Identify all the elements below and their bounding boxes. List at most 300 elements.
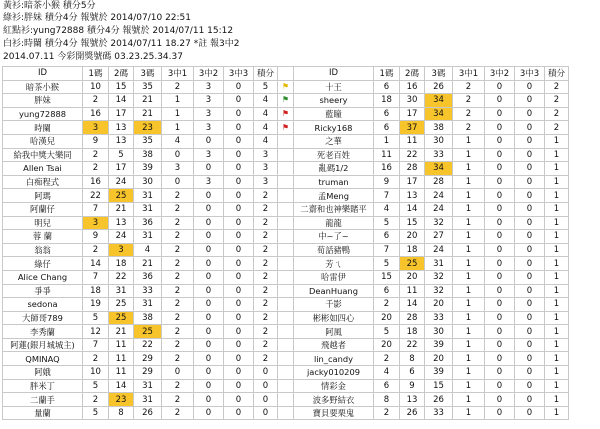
right-player-id: 亂碼1/2 (294, 162, 374, 176)
left-cell: 25 (134, 325, 162, 339)
right-cell: 0 (485, 311, 515, 325)
right-cell: 25 (400, 257, 425, 271)
right-cell: 1 (545, 393, 569, 407)
right-cell: 22 (400, 148, 425, 162)
left-cell: 3 (254, 175, 278, 189)
flag-column-header (278, 67, 294, 81)
left-cell: 25 (109, 189, 134, 203)
left-player-id: 量蘭 (3, 406, 83, 420)
left-player-id: 阿娥 (3, 366, 83, 380)
left-cell: 0 (224, 134, 254, 148)
left-cell: 2 (162, 298, 194, 312)
right-cell: 28 (400, 162, 425, 176)
left-cell: 21 (109, 202, 134, 216)
right-cell: 17 (400, 175, 425, 189)
right-cell: 0 (515, 121, 545, 135)
right-cell: 13 (400, 393, 425, 407)
right-cell: 0 (515, 298, 545, 312)
right-cell: 26 (425, 80, 453, 94)
right-cell: 1 (453, 230, 485, 244)
right-cell: 4 (374, 366, 400, 380)
left-cell: 0 (194, 243, 224, 257)
left-cell: 22 (134, 338, 162, 352)
left-cell: 2 (83, 148, 109, 162)
left-cell: 0 (224, 298, 254, 312)
table-row (3, 393, 569, 407)
left-cell: 35 (134, 80, 162, 94)
right-cell: 24 (425, 202, 453, 216)
left-cell: 0 (224, 202, 254, 216)
right-player-id: 寶貝要栗鬼 (294, 406, 374, 420)
right-cell: 2 (453, 121, 485, 135)
left-cell: 9 (83, 134, 109, 148)
left-cell: 2 (83, 94, 109, 108)
left-cell: 13 (109, 216, 134, 230)
left-cell: 0 (224, 352, 254, 366)
flag-cell (278, 393, 294, 407)
header-line-1: 黃衫:暗茶小猴 積分5分 (3, 1, 96, 11)
left-cell: 2 (254, 311, 278, 325)
left-player-id: 二蘭手 (3, 393, 83, 407)
right-player-id: 十王 (294, 80, 374, 94)
left-cell: 24 (109, 230, 134, 244)
table-row (3, 311, 569, 325)
left-cell: 29 (134, 366, 162, 380)
left-cell: 0 (224, 257, 254, 271)
table-row (3, 325, 569, 339)
left-column-header: 3中1 (162, 67, 194, 81)
right-cell: 0 (485, 148, 515, 162)
left-player-id: 給我中獎大樂同 (3, 148, 83, 162)
left-cell: 2 (162, 270, 194, 284)
flag-cell (278, 366, 294, 380)
left-cell: 31 (134, 393, 162, 407)
left-cell: 0 (194, 270, 224, 284)
left-cell: 0 (224, 284, 254, 298)
right-cell: 14 (400, 298, 425, 312)
right-cell: 20 (400, 270, 425, 284)
right-cell: 34 (425, 94, 453, 108)
right-cell: 2 (545, 121, 569, 135)
right-cell: 0 (485, 243, 515, 257)
right-cell: 2 (374, 406, 400, 420)
right-column-header: 3碼 (425, 67, 453, 81)
table-row (3, 148, 569, 162)
table-row (3, 162, 569, 176)
right-cell: 1 (545, 243, 569, 257)
left-cell: 7 (83, 202, 109, 216)
left-cell: 22 (109, 270, 134, 284)
right-cell: 1 (453, 189, 485, 203)
right-cell: 1 (453, 393, 485, 407)
left-cell: 0 (224, 94, 254, 108)
left-cell: 14 (83, 257, 109, 271)
right-cell: 0 (485, 270, 515, 284)
table-row (3, 352, 569, 366)
left-cell: 0 (224, 311, 254, 325)
right-cell: 24 (425, 243, 453, 257)
left-cell: 0 (224, 230, 254, 244)
left-cell: 2 (162, 393, 194, 407)
left-cell: 0 (254, 406, 278, 420)
right-cell: 33 (425, 311, 453, 325)
right-cell: 1 (545, 175, 569, 189)
left-cell: 3 (194, 80, 224, 94)
right-cell: 20 (374, 311, 400, 325)
right-cell: 18 (400, 325, 425, 339)
right-cell: 1 (453, 134, 485, 148)
left-cell: 0 (194, 311, 224, 325)
left-cell: 31 (134, 298, 162, 312)
right-cell: 0 (515, 162, 545, 176)
flag-cell (278, 175, 294, 189)
right-player-id: 之華 (294, 134, 374, 148)
right-cell: 7 (374, 189, 400, 203)
right-cell: 2 (545, 107, 569, 121)
left-cell: 4 (134, 243, 162, 257)
table-row (3, 338, 569, 352)
left-cell: 3 (194, 148, 224, 162)
left-cell: 7 (83, 270, 109, 284)
left-cell: 2 (83, 162, 109, 176)
left-cell: 0 (194, 406, 224, 420)
left-cell: 2 (254, 298, 278, 312)
left-player-id: 爭爭 (3, 284, 83, 298)
right-cell: 0 (515, 189, 545, 203)
table-row (3, 366, 569, 380)
left-cell: 2 (254, 257, 278, 271)
left-player-id: 胖米丁 (3, 379, 83, 393)
right-cell: 33 (425, 148, 453, 162)
right-cell: 28 (400, 311, 425, 325)
left-cell: 3 (194, 175, 224, 189)
right-cell: 1 (374, 134, 400, 148)
right-player-id: 藍瞳 (294, 107, 374, 121)
left-cell: 38 (134, 148, 162, 162)
left-player-id: 綠仔 (3, 257, 83, 271)
left-cell: 0 (194, 379, 224, 393)
left-cell: 0 (194, 257, 224, 271)
right-cell: 26 (425, 393, 453, 407)
left-cell: 31 (134, 230, 162, 244)
left-player-id: yung72888 (3, 107, 83, 121)
right-cell: 15 (425, 379, 453, 393)
right-cell: 20 (374, 338, 400, 352)
right-cell: 0 (485, 298, 515, 312)
right-cell: 1 (545, 406, 569, 420)
left-cell: 2 (83, 352, 109, 366)
right-cell: 8 (374, 393, 400, 407)
right-cell: 0 (485, 393, 515, 407)
right-cell: 26 (400, 406, 425, 420)
right-player-id: lin_candy (294, 352, 374, 366)
right-cell: 2 (453, 107, 485, 121)
left-player-id: 大師哥789 (3, 311, 83, 325)
table-row (3, 284, 569, 298)
left-cell: 4 (254, 134, 278, 148)
left-player-id: 時闌 (3, 121, 83, 135)
header-line-3: 紅點衫:yung72888 積分4分 報號於 2014/07/11 15:12 (3, 26, 234, 36)
flag-cell (278, 162, 294, 176)
right-cell: 0 (485, 366, 515, 380)
right-cell: 0 (515, 230, 545, 244)
left-cell: 2 (254, 352, 278, 366)
right-cell: 1 (453, 406, 485, 420)
left-column-header: 1碼 (83, 67, 109, 81)
left-cell: 13 (109, 121, 134, 135)
left-cell: 0 (194, 366, 224, 380)
right-cell: 6 (374, 230, 400, 244)
right-cell: 30 (400, 94, 425, 108)
right-cell: 1 (453, 216, 485, 230)
white-jersey-icon: ⚑ (281, 122, 290, 132)
right-cell: 1 (453, 284, 485, 298)
left-cell: 3 (162, 162, 194, 176)
right-cell: 38 (425, 121, 453, 135)
right-cell: 1 (453, 148, 485, 162)
left-cell: 0 (224, 121, 254, 135)
left-cell: 2 (162, 216, 194, 230)
left-cell: 7 (83, 338, 109, 352)
left-cell: 11 (109, 366, 134, 380)
left-cell: 23 (134, 121, 162, 135)
right-cell: 0 (515, 243, 545, 257)
left-cell: 16 (83, 175, 109, 189)
left-cell: 10 (83, 80, 109, 94)
right-cell: 18 (374, 94, 400, 108)
left-cell: 5 (83, 311, 109, 325)
right-cell: 1 (545, 230, 569, 244)
flag-cell (278, 406, 294, 420)
right-cell: 5 (374, 257, 400, 271)
left-cell: 1 (162, 94, 194, 108)
left-cell: 2 (162, 379, 194, 393)
right-cell: 17 (400, 107, 425, 121)
right-player-id: 哈雷伊 (294, 270, 374, 284)
left-cell: 0 (194, 338, 224, 352)
left-cell: 0 (162, 175, 194, 189)
right-cell: 0 (485, 202, 515, 216)
right-cell: 0 (485, 352, 515, 366)
right-cell: 0 (515, 94, 545, 108)
right-cell: 6 (374, 121, 400, 135)
left-cell: 2 (254, 325, 278, 339)
right-cell: 24 (425, 189, 453, 203)
table-row (3, 270, 569, 284)
flag-cell (278, 121, 294, 135)
left-cell: 18 (109, 257, 134, 271)
right-cell: 1 (545, 284, 569, 298)
right-player-id: 飛越者 (294, 338, 374, 352)
left-cell: 14 (109, 94, 134, 108)
right-cell: 0 (515, 379, 545, 393)
right-cell: 9 (374, 175, 400, 189)
header-line-5: 2014.07.11 今彩開獎號碼 03.23.25.34.37 (3, 52, 183, 62)
left-cell: 5 (109, 148, 134, 162)
right-column-header: 2碼 (400, 67, 425, 81)
flag-cell (278, 107, 294, 121)
left-cell: 11 (109, 338, 134, 352)
right-cell: 0 (485, 80, 515, 94)
green-jersey-icon: ⚑ (281, 95, 290, 105)
right-cell: 31 (425, 257, 453, 271)
right-cell: 0 (485, 107, 515, 121)
right-cell: 0 (515, 175, 545, 189)
left-cell: 19 (83, 298, 109, 312)
left-cell: 0 (194, 162, 224, 176)
table-row (3, 94, 569, 108)
right-cell: 0 (515, 406, 545, 420)
right-cell: 1 (453, 298, 485, 312)
right-cell: 8 (400, 352, 425, 366)
right-cell: 20 (425, 352, 453, 366)
right-player-id: 情彩金 (294, 379, 374, 393)
left-player-id: QMINAQ (3, 352, 83, 366)
left-cell: 39 (134, 162, 162, 176)
table-row (3, 107, 569, 121)
left-cell: 0 (224, 175, 254, 189)
right-player-id: 波多野結衣 (294, 393, 374, 407)
right-cell: 0 (485, 257, 515, 271)
left-cell: 21 (109, 325, 134, 339)
left-cell: 0 (194, 216, 224, 230)
left-player-id: 明兒 (3, 216, 83, 230)
right-cell: 22 (400, 338, 425, 352)
flag-cell (278, 284, 294, 298)
right-cell: 2 (374, 298, 400, 312)
flag-cell (278, 311, 294, 325)
flag-cell (278, 379, 294, 393)
right-cell: 0 (515, 202, 545, 216)
left-column-header: 3碼 (134, 67, 162, 81)
left-player-id: 哈漢兒 (3, 134, 83, 148)
left-cell: 2 (162, 284, 194, 298)
right-cell: 18 (400, 243, 425, 257)
left-column-header: 3中2 (194, 67, 224, 81)
left-cell: 12 (83, 325, 109, 339)
right-cell: 1 (545, 270, 569, 284)
right-player-id: 孟Meng (294, 189, 374, 203)
left-cell: 2 (254, 243, 278, 257)
right-cell: 1 (453, 311, 485, 325)
header-line-4: 白衫:時闌 積分4分 報號於 2014/07/11 18.27 *註 報3中2 (3, 39, 240, 49)
right-cell: 30 (425, 325, 453, 339)
flag-cell (278, 216, 294, 230)
right-cell: 1 (545, 134, 569, 148)
score-sheet (2, 66, 598, 420)
right-cell: 7 (374, 243, 400, 257)
right-cell: 1 (545, 338, 569, 352)
left-cell: 18 (83, 284, 109, 298)
left-cell: 3 (83, 216, 109, 230)
left-cell: 0 (224, 270, 254, 284)
left-cell: 0 (254, 366, 278, 380)
right-cell: 9 (400, 379, 425, 393)
right-cell: 1 (545, 298, 569, 312)
left-cell: 30 (134, 175, 162, 189)
table-row (3, 175, 569, 189)
left-cell: 1 (162, 107, 194, 121)
right-player-id: 阿風 (294, 325, 374, 339)
right-cell: 39 (425, 338, 453, 352)
left-cell: 0 (194, 202, 224, 216)
left-cell: 24 (109, 175, 134, 189)
right-cell: 13 (400, 189, 425, 203)
right-cell: 34 (425, 107, 453, 121)
right-player-id: truman (294, 175, 374, 189)
right-player-id: 龍龍 (294, 216, 374, 230)
left-cell: 23 (109, 393, 134, 407)
right-cell: 0 (515, 134, 545, 148)
right-column-header: 1碼 (374, 67, 400, 81)
left-cell: 2 (162, 230, 194, 244)
left-cell: 2 (254, 230, 278, 244)
right-cell: 0 (515, 338, 545, 352)
right-cell: 0 (485, 338, 515, 352)
right-cell: 1 (545, 202, 569, 216)
right-cell: 2 (545, 94, 569, 108)
right-cell: 6 (374, 107, 400, 121)
right-cell: 1 (453, 175, 485, 189)
right-player-id: sheery (294, 94, 374, 108)
left-cell: 0 (194, 325, 224, 339)
left-cell: 0 (224, 243, 254, 257)
left-column-header: 2碼 (109, 67, 134, 81)
left-cell: 16 (83, 107, 109, 121)
flag-cell (278, 202, 294, 216)
left-cell: 2 (162, 243, 194, 257)
right-column-header: ID (294, 67, 374, 81)
left-cell: 2 (254, 284, 278, 298)
right-player-id: 彬彬如四心 (294, 311, 374, 325)
left-cell: 3 (83, 121, 109, 135)
left-cell: 22 (83, 189, 109, 203)
right-player-id: DeanHuang (294, 284, 374, 298)
right-cell: 1 (453, 379, 485, 393)
right-player-id: 死老百姓 (294, 148, 374, 162)
left-cell: 0 (254, 393, 278, 407)
left-cell: 35 (134, 134, 162, 148)
right-cell: 6 (374, 284, 400, 298)
right-cell: 15 (400, 216, 425, 230)
left-cell: 4 (254, 121, 278, 135)
left-cell: 0 (194, 393, 224, 407)
left-cell: 36 (134, 216, 162, 230)
right-cell: 0 (485, 121, 515, 135)
right-cell: 0 (485, 94, 515, 108)
right-column-header: 3中3 (515, 67, 545, 81)
flag-cell (278, 148, 294, 162)
right-cell: 37 (400, 121, 425, 135)
left-cell: 0 (224, 338, 254, 352)
right-cell: 0 (485, 406, 515, 420)
right-cell: 1 (545, 352, 569, 366)
left-cell: 14 (109, 379, 134, 393)
right-cell: 1 (453, 202, 485, 216)
flag-cell (278, 352, 294, 366)
right-player-id: 荀話豬鴨 (294, 243, 374, 257)
right-cell: 5 (374, 325, 400, 339)
left-cell: 2 (162, 202, 194, 216)
flag-cell (278, 325, 294, 339)
right-player-id: 二齋和也神樂賭平 (294, 202, 374, 216)
left-cell: 2 (162, 325, 194, 339)
right-cell: 2 (453, 94, 485, 108)
left-cell: 3 (254, 148, 278, 162)
right-cell: 1 (545, 216, 569, 230)
right-cell: 6 (374, 379, 400, 393)
left-cell: 5 (83, 406, 109, 420)
